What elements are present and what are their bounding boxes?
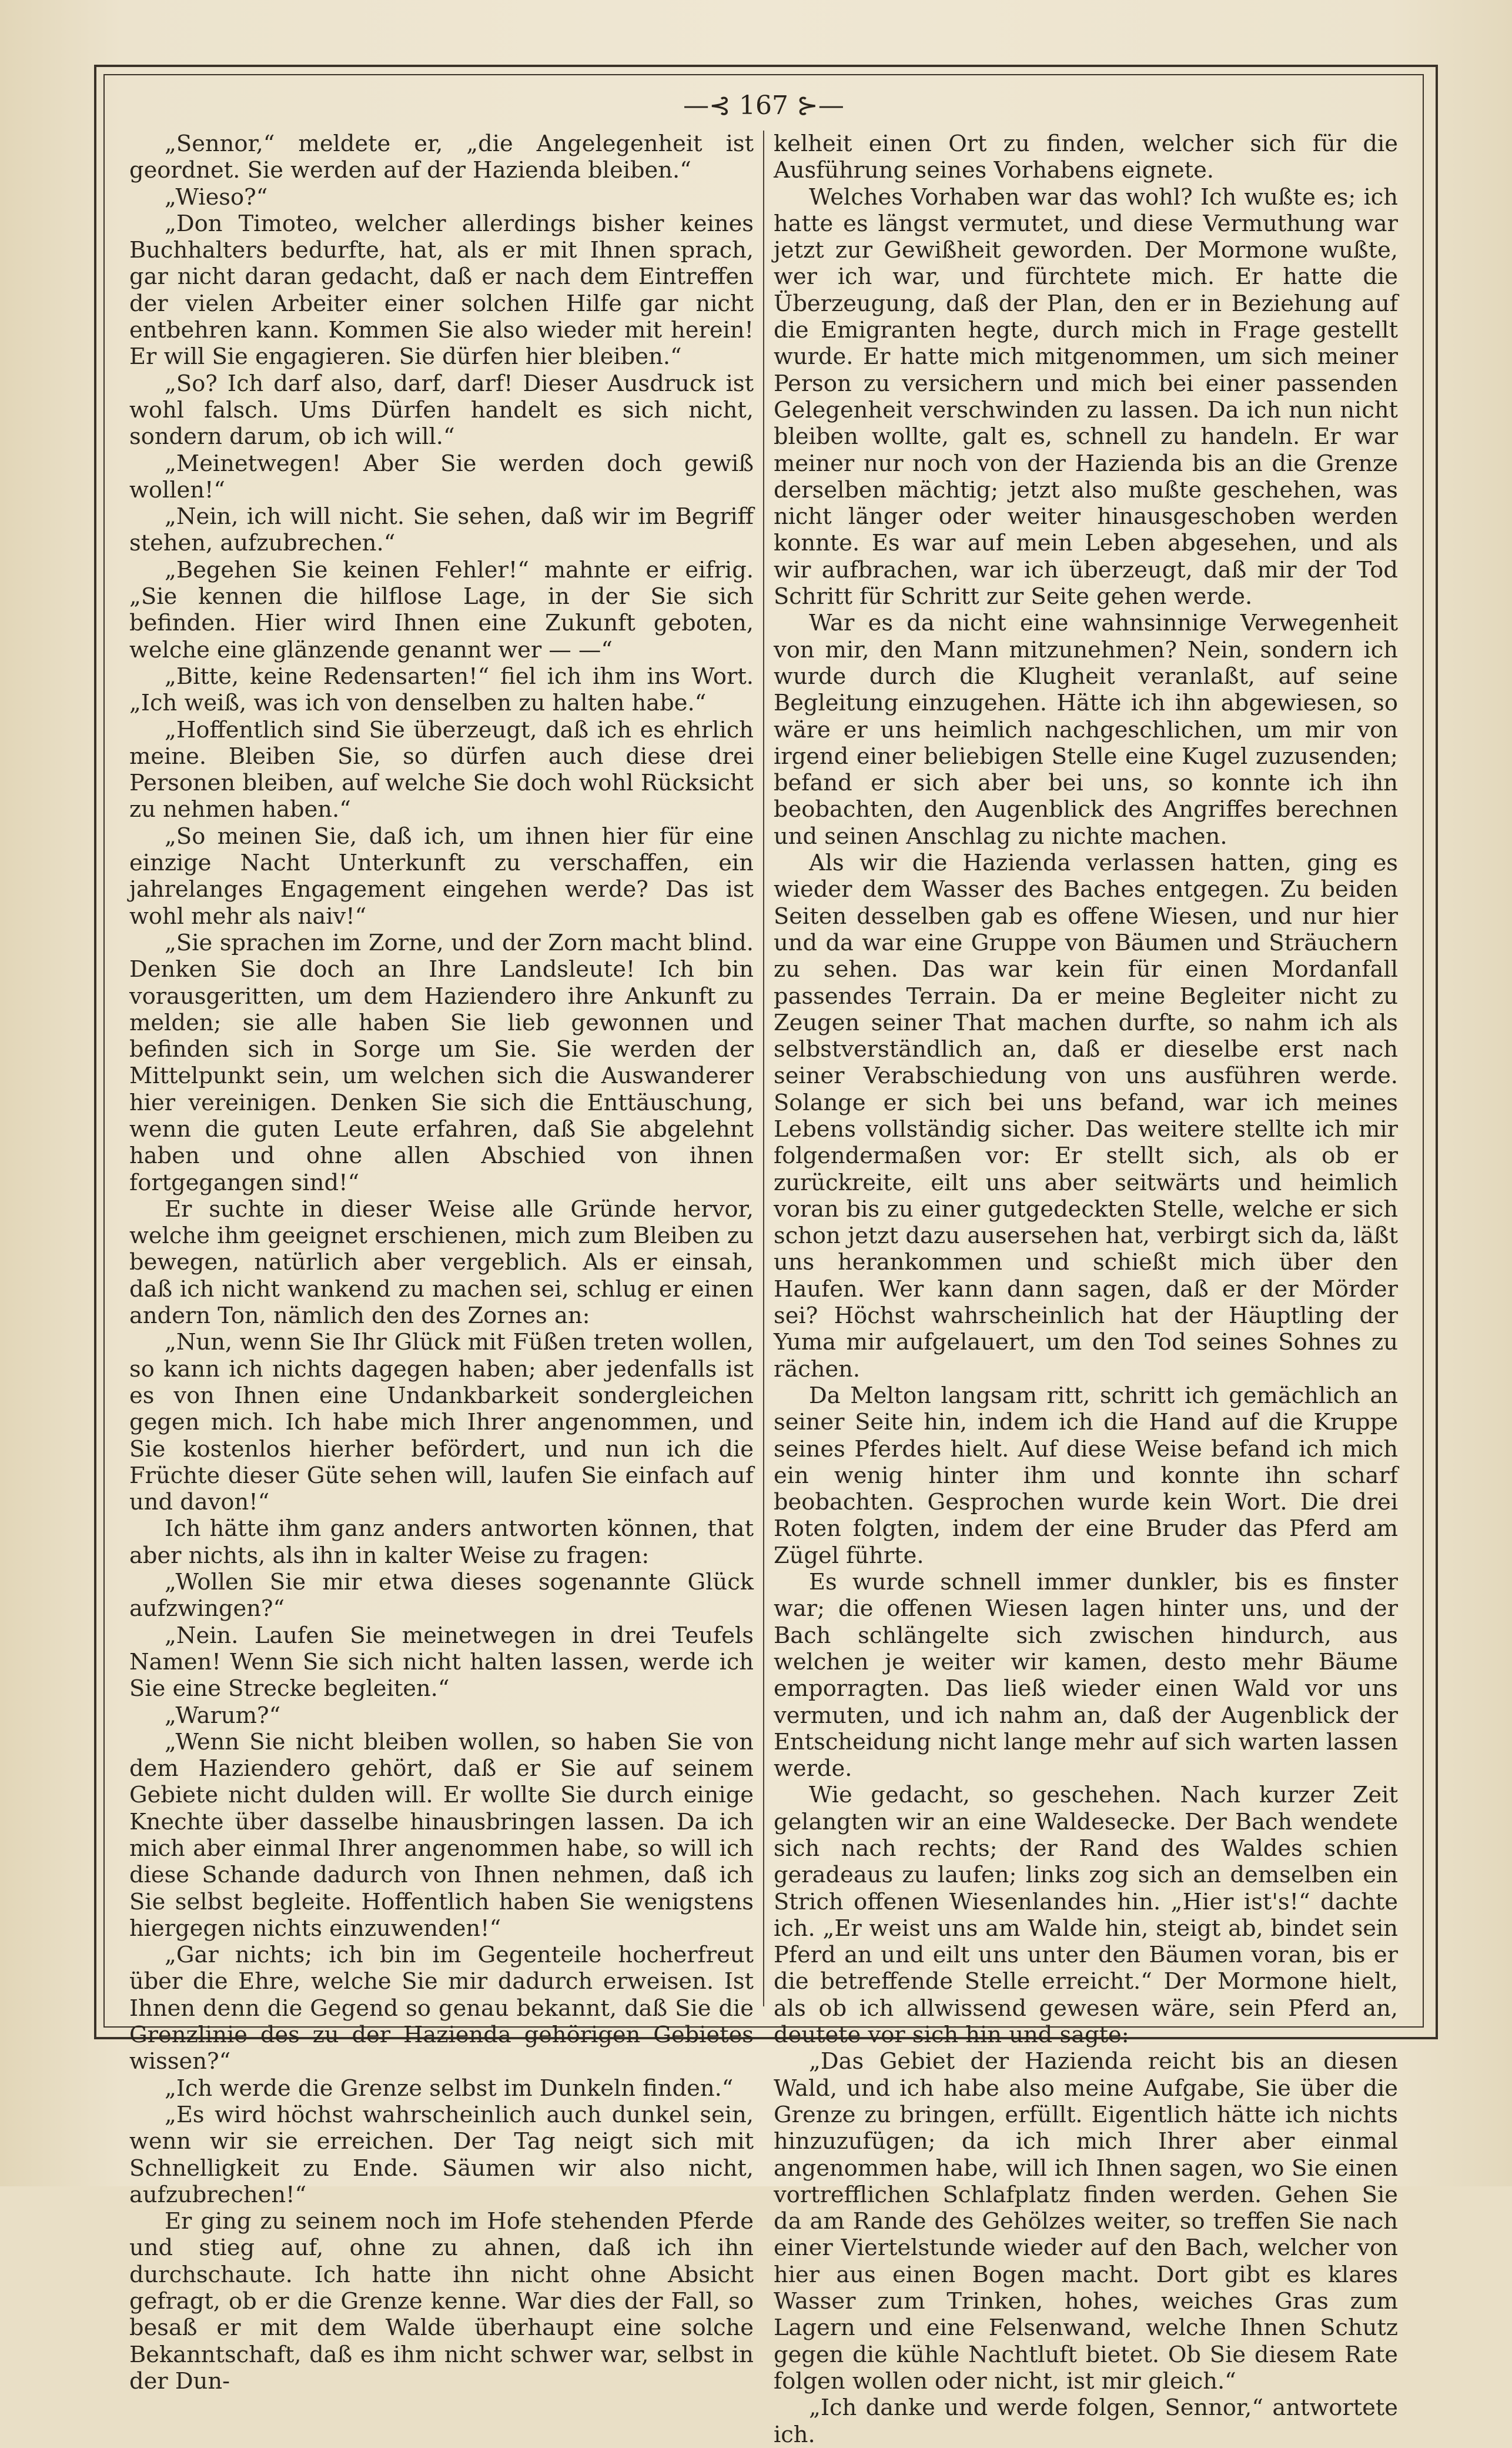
paragraph: Er suchte in dieser Weise alle Gründe hervor, welche ihm geeignet erschienen, mich zum Bleiben zu bewegen, natürlich aber vergeblich. Als er einsah, daß ich nicht wankend zu machen sei, schlug er einen andern Ton, nämlich den des Zornes an: [129,1195,754,1330]
paragraph: „Sie sprachen im Zorne, und der Zorn macht blind. Denken Sie doch an Ihre Landsleute! Ich bin vorausgeritten, um dem Haziendero ihre Ankunft zu melden; sie alle haben Sie lieb gewonnen und befinden sich in Sorge um Sie. Sie werden der Mittelpunkt sein, um welchen sich die Auswanderer hier vereinigen. Denken Sie sich die Enttäuschung, wenn die guten Leute erfahren, daß Sie abgelehnt haben und ohne allen Abschied von ihnen fortgegangen sind!“ [129,929,754,1196]
paragraph: „Nein, ich will nicht. Sie sehen, daß wir im Begriff stehen, aufzubrechen.“ [129,503,754,557]
paragraph: Welches Vorhaben war das wohl? Ich wußte es; ich hatte es längst vermutet, und diese Vermuthung war jetzt zur Gewißheit geworden. Der Mormone wußte, wer ich war, und fürchtete mich. Er hatte die Überzeugung, daß der Plan, den er in Beziehung auf die Emigranten hegte, durch mich in Frage gestellt wurde. Er hatte mich mitgenommen, um sich meiner Person zu versichern und mich bei einer passenden Gelegenheit verschwinden zu lassen. Da ich nun nicht bleiben wollte, galt es, schnell zu handeln. Er war meiner nur noch von der Hazienda bis an die Grenze derselben mächtig; jetzt also mußte geschehen, was nicht länger oder weiter hinausgeschoben werden konnte. Es war auf mein Leben abgesehen, und als wir aufbrachen, war ich überzeugt, daß mir der Tod Schritt für Schritt zur Seite gehen werde. [774,183,1398,610]
paragraph: Es wurde schnell immer dunkler, bis es finster war; die offenen Wiesen lagen hinter uns, und der Bach schlängelte sich zwischen hindurch, aus welchen je weiter wir kamen, desto mehr Bäume emporragten. Das ließ wieder einen Wald vor uns vermuten, und ich nahm an, daß der Augenblick der Entscheidung nicht lange mehr auf sich warten lassen werde. [774,1569,1398,1782]
paragraph: „Es wird höchst wahrscheinlich auch dunkel sein, wenn wir sie erreichen. Der Tag neigt sich mit Schnelligkeit zu Ende. Säumen wir also nicht, aufzubrechen!“ [129,2101,754,2208]
paragraph: „Nein. Laufen Sie meinetwegen in drei Teufels Namen! Wenn Sie sich nicht halten lassen, werde ich Sie eine Strecke begleiten.“ [129,1622,754,1702]
paragraph: „Meinetwegen! Aber Sie werden doch gewiß wollen!“ [129,450,754,503]
paragraph: „Wollen Sie mir etwa dieses sogenannte Glück aufzwingen?“ [129,1569,754,1622]
paragraph: Wie gedacht, so geschehen. Nach kurzer Zeit gelangten wir an eine Waldesecke. Der Bach wendete sich nach rechts; der Rand des Waldes schien geradeaus zu laufen; links zog sich an demselben ein Strich offenen Wiesenlandes hin. „Hier ist's!“ dachte ich. „Er weist uns am Walde hin, steigt ab, bindet sein Pferd an und eilt uns unter den Bäumen voran, bis er die betreffende Stelle erreicht.“ Der Mormone hielt, als ob ich allwissend gewesen wäre, sein Pferd an, deutete vor sich hin und sagte: [774,1782,1398,2049]
paragraph: „So? Ich darf also, darf, darf! Dieser Ausdruck ist wohl falsch. Ums Dürfen handelt es sich nicht, sondern darum, ob ich will.“ [129,370,754,450]
right-text-column [774,131,1398,2448]
paragraph: War es da nicht eine wahnsinnige Verwegenheit von mir, den Mann mitzunehmen? Nein, sondern ich wurde durch die Klugheit veranlaßt, auf seine Begleitung einzugehen. Hätte ich ihn abgewiesen, so wäre er uns heimlich nachgeschlichen, um mir von irgend einer beliebigen Stelle eine Kugel zuzusenden; befand er sich aber bei uns, so konnte ich ihn beobachten, den Augenblick des Angriffes berechnen und seinen Anschlag zu nichte machen. [774,610,1398,850]
column-divider [763,131,764,2006]
paragraph: „So meinen Sie, daß ich, um ihnen hier für eine einzige Nacht Unterkunft zu verschaffen, ein jahrelanges Engagement eingehen werde? Das ist wohl mehr als naiv!“ [129,823,754,930]
paragraph: „Sennor,“ meldete er, „die Angelegenheit ist geordnet. Sie werden auf der Hazienda bleiben.“ [129,131,754,184]
left-text-column [129,131,754,2394]
paragraph: Er ging zu seinem noch im Hofe stehenden Pferde und stieg auf, ohne zu ahnen, daß ich ihn durchschaute. Ich hatte ihn nicht ohne Absicht gefragt, ob er die Grenze kenne. War dies der Fall, so besaß er mit dem Walde überhaupt eine solche Bekanntschaft, daß es ihm nicht schwer war, selbst in der Dun- [129,2208,754,2394]
page-number: —⊰ 167 ⊱— [683,91,844,121]
paragraph: „Hoffentlich sind Sie überzeugt, daß ich es ehrlich meine. Bleiben Sie, so dürfen auch diese drei Personen bleiben, auf welche Sie doch wohl Rücksicht zu nehmen haben.“ [129,716,754,823]
paragraph: Als wir die Hazienda verlassen hatten, ging es wieder dem Wasser des Baches entgegen. Zu beiden Seiten desselben gab es offene Wiesen, und nur hier und da war eine Gruppe von Bäumen und Sträuchern zu sehen. Das war kein für einen Mordanfall passendes Terrain. Da er meine Begleiter nicht zu Zeugen seiner That machen durfte, so nahm ich als selbstverständlich an, daß er dieselbe erst nach seiner Verabschiedung von uns ausführen werde. Solange er sich bei uns befand, war ich meines Lebens vollständig sicher. Das weitere stellte ich mir folgendermaßen vor: Er stellt sich, als ob er zurückreite, eilt uns aber seitwärts und heimlich voran bis zu einer gutgedeckten Stelle, welche er sich schon jetzt dazu ausersehen hat, verbirgt sich da, läßt uns herankommen und schießt mich über den Haufen. Wer kann dann sagen, daß er der Mörder sei? Höchst wahrscheinlich hat der Häuptling der Yuma mir aufgelauert, um den Tod seines Sohnes zu rächen. [774,850,1398,1382]
paragraph: „Gar nichts; ich bin im Gegenteile hocherfreut über die Ehre, welche Sie mir dadurch erweisen. Ist Ihnen denn die Gegend so genau bekannt, daß Sie die Grenzlinie des zu der Hazienda gehörigen Gebietes wissen?“ [129,1942,754,2075]
paragraph: „Begehen Sie keinen Fehler!“ mahnte er eifrig. „Sie kennen die hilflose Lage, in der Sie sich befinden. Hier wird Ihnen eine Zukunft geboten, welche eine glänzende genannt wer — —“ [129,556,754,663]
paragraph: „Warum?“ [165,1702,281,1729]
continued-paragraph: kelheit einen Ort zu finden, welcher sich für die Ausführung seines Vorhabens eignete. [774,131,1398,184]
paragraph: „Ich werde die Grenze selbst im Dunkeln finden.“ [165,2075,734,2102]
paragraph: Da Melton langsam ritt, schritt ich gemächlich an seiner Seite hin, indem ich die Hand auf die Kruppe seines Pferdes hielt. Auf diese Weise befand ich mich ein wenig hinter ihm und konnte ihn scharf beobachten. Gesprochen wurde kein Wort. Die drei Roten folgten, indem der eine Bruder das Pferd am Zügel führte. [774,1382,1398,1569]
paragraph: „Nun, wenn Sie Ihr Glück mit Füßen treten wollen, so kann ich nichts dagegen haben; aber jedenfalls ist es von Ihnen eine Undankbarkeit sondergleichen gegen mich. Ich habe mich Ihrer angenommen, und Sie kostenlos hierher befördert, und nun ich die Früchte dieser Güte sehen will, laufen Sie einfach auf und davon!“ [129,1329,754,1516]
paragraph: Ich hätte ihm ganz anders antworten können, that aber nichts, als ihn in kalter Weise zu fragen: [129,1515,754,1569]
paragraph: „Ich danke und werde folgen, Sennor,“ antwortete ich. [774,2394,1398,2448]
paragraph: „Wieso?“ [165,183,268,211]
paragraph: „Bitte, keine Redensarten!“ fiel ich ihm ins Wort. „Ich weiß, was ich von denselben zu halten habe.“ [129,663,754,717]
paragraph: „Wenn Sie nicht bleiben wollen, so haben Sie von dem Haziendero gehört, daß er Sie auf seinem Gebiete nicht dulden will. Er wollte Sie durch einige Knechte über dasselbe hinausbringen lassen. Da ich mich aber einmal Ihrer angenommen habe, so will ich diese Schande dadurch von Ihnen nehmen, daß ich Sie selbst begleite. Hoffentlich haben Sie wenigstens hiergegen nichts einzuwenden!“ [129,1728,754,1942]
paragraph: „Don Timoteo, welcher allerdings bisher keines Buchhalters bedurfte, hat, als er mit Ihnen sprach, gar nicht daran gedacht, daß er nach dem Eintreffen der vielen Arbeiter einer solchen Hilfe gar nicht entbehren kann. Kommen Sie also wieder mit herein! Er will Sie engagieren. Sie dürfen hier bleiben.“ [129,210,754,370]
paragraph: „Das Gebiet der Hazienda reicht bis an diesen Wald, und ich habe also meine Aufgabe, Sie über die Grenze zu bringen, erfüllt. Eigentlich hätte ich nichts hinzuzufügen; da ich mich Ihrer aber einmal angenommen habe, will ich Ihnen sagen, wo Sie einen vortrefflichen Schlafplatz finden werden. Gehen Sie da am Rande des Gehölzes weiter, so treffen Sie nach einer Viertelstunde wieder auf den Bach, welcher von hier aus einen Bogen macht. Dort gibt es klares Wasser zum Trinken, hohes, weiches Gras zum Lagern und eine Felsenwand, welche Ihnen Schutz gegen die kühle Nachtluft bietet. Ob Sie diesem Rate folgen wollen oder nicht, ist mir gleich.“ [774,2048,1398,2394]
